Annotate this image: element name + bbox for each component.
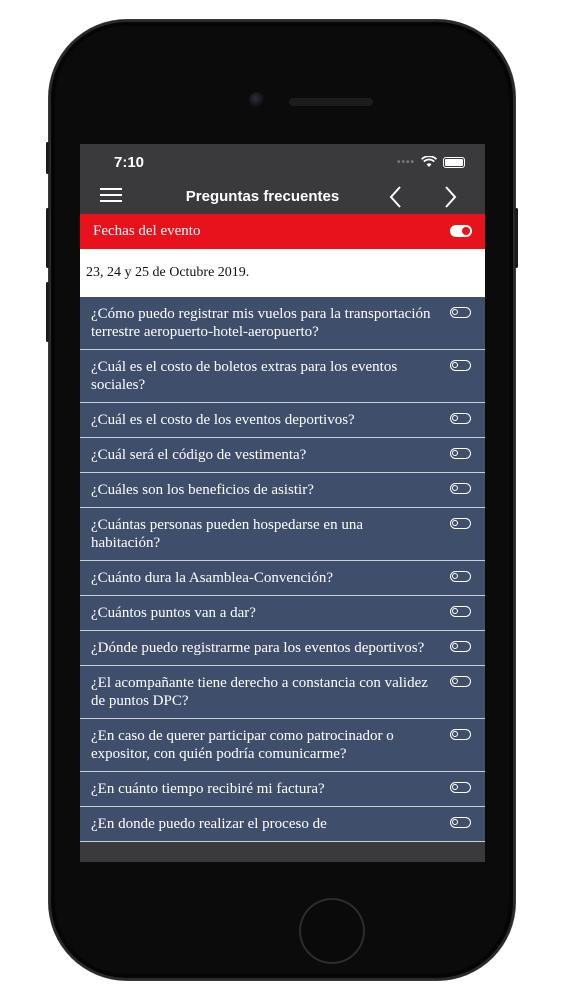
- faq-question: ¿En donde puedo realizar el proceso de: [91, 816, 327, 832]
- toggle-off-icon[interactable]: [450, 360, 471, 371]
- status-icons: [397, 156, 465, 168]
- navigation-bar: [80, 180, 485, 214]
- page-title: Preguntas frecuentes: [185, 188, 340, 205]
- battery-icon: [443, 157, 465, 168]
- faq-question: ¿Cuál es el costo de boletos extras para los eventos sociales?: [91, 359, 398, 393]
- chevron-left-icon[interactable]: [382, 184, 410, 210]
- faq-question: ¿Cuál será el código de vestimenta?: [91, 447, 307, 463]
- faq-question: ¿En cuánto tiempo recibiré mi factura?: [91, 781, 325, 797]
- signal-dots-icon: ••••: [396, 156, 415, 168]
- faq-question: ¿Dónde puedo registrarme para los eventos deportivos?: [91, 640, 425, 656]
- volume-down-button: [46, 282, 49, 342]
- toggle-off-icon[interactable]: [450, 606, 471, 617]
- faq-item[interactable]: [80, 508, 485, 561]
- faq-item[interactable]: [80, 772, 485, 807]
- faq-question: ¿Cuánto dura la Asamblea-Convención?: [91, 570, 334, 586]
- app-screen: [80, 144, 485, 862]
- faq-item[interactable]: [80, 596, 485, 631]
- faq-list: [80, 297, 485, 842]
- faq-item[interactable]: [80, 631, 485, 666]
- faq-item[interactable]: [80, 297, 485, 350]
- faq-item[interactable]: [80, 350, 485, 403]
- status-bar: [80, 144, 485, 180]
- toggle-off-icon[interactable]: [450, 782, 471, 793]
- toggle-off-icon[interactable]: [450, 448, 471, 459]
- faq-item[interactable]: [80, 403, 485, 438]
- faq-item[interactable]: [80, 561, 485, 596]
- chevron-right-icon[interactable]: [436, 184, 464, 210]
- volume-up-button: [46, 208, 49, 268]
- faq-item[interactable]: [80, 438, 485, 473]
- faq-question: ¿El acompañante tiene derecho a constancia con validez de puntos DPC?: [91, 675, 428, 709]
- toggle-off-icon[interactable]: [450, 518, 471, 529]
- faq-question: ¿Cuál es el costo de los eventos deportivos?: [91, 412, 355, 428]
- toggle-on-icon[interactable]: [450, 225, 472, 237]
- earpiece-speaker: [289, 98, 373, 106]
- toggle-off-icon[interactable]: [450, 483, 471, 494]
- faq-item[interactable]: [80, 473, 485, 508]
- toggle-off-icon[interactable]: [450, 676, 471, 687]
- toggle-off-icon[interactable]: [450, 817, 471, 828]
- status-time: 7:10: [114, 153, 145, 171]
- wifi-icon: [421, 156, 437, 168]
- faq-question: ¿Cómo puedo registrar mis vuelos para la transportación terrestre aeropuerto-hotel-aeropuerto?: [91, 306, 431, 340]
- toggle-off-icon[interactable]: [450, 413, 471, 424]
- power-button: [515, 208, 518, 268]
- faq-item[interactable]: [80, 719, 485, 772]
- faq-item[interactable]: [80, 807, 485, 842]
- home-button[interactable]: [299, 898, 365, 964]
- faq-question: ¿Cuántas personas pueden hospedarse en una habitación?: [91, 517, 363, 551]
- expanded-answer: 23, 24 y 25 de Octubre 2019.: [80, 249, 485, 297]
- expanded-question-header[interactable]: [80, 214, 485, 249]
- faq-question: ¿Cuántos puntos van a dar?: [91, 605, 256, 621]
- front-camera: [249, 92, 265, 108]
- faq-item[interactable]: [80, 666, 485, 719]
- silent-switch: [46, 142, 49, 174]
- toggle-off-icon[interactable]: [450, 307, 471, 318]
- hamburger-menu-icon[interactable]: [100, 188, 122, 206]
- faq-question: ¿En caso de querer participar como patrocinador o expositor, con quién podría comunicarme?: [91, 728, 394, 762]
- toggle-off-icon[interactable]: [450, 641, 471, 652]
- expanded-question-label: Fechas del evento: [93, 223, 201, 239]
- toggle-off-icon[interactable]: [450, 571, 471, 582]
- toggle-off-icon[interactable]: [450, 729, 471, 740]
- faq-question: ¿Cuáles son los beneficios de asistir?: [91, 482, 314, 498]
